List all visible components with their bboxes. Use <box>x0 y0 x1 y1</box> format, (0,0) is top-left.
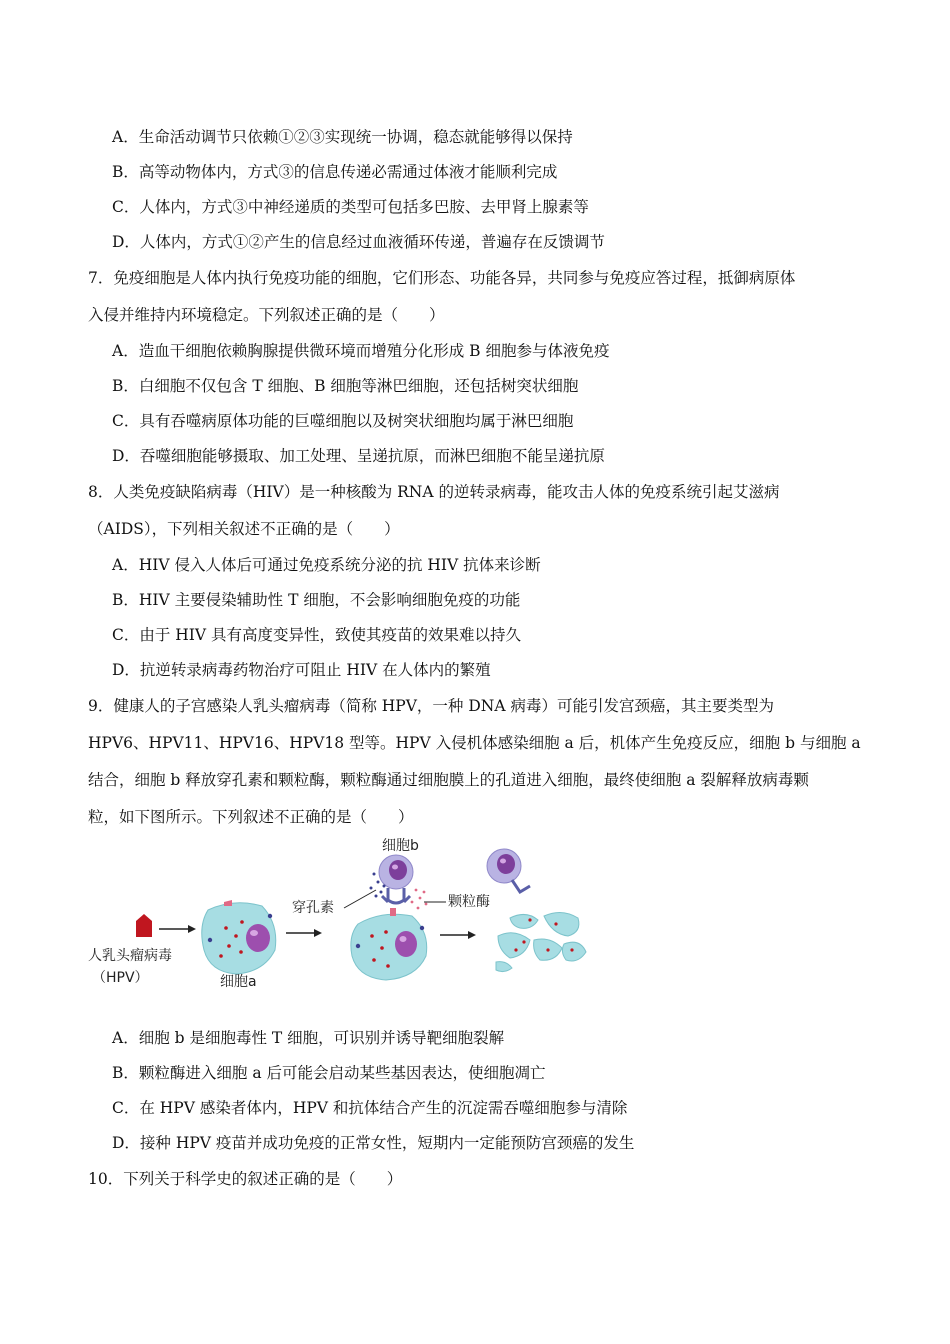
cell-b-shape <box>379 855 413 903</box>
hpv-label-line2: （HPV） <box>92 970 149 986</box>
perforin-label: 穿孔素 <box>292 900 334 916</box>
q6-option-c: C．人体内，方式③中神经递质的类型可包括多巴胺、去甲肾上腺素等 <box>112 198 589 216</box>
arrow-3 <box>440 931 476 939</box>
cell-a-label: 细胞a <box>220 974 257 990</box>
granzyme-dots <box>411 889 428 910</box>
q8-option-a: A．HIV 侵入人体后可通过免疫系统分泌的抗 HIV 抗体来诊断 <box>112 556 541 574</box>
q9-stem-line3: 结合，细胞 b 释放穿孔素和颗粒酶，颗粒酶通过细胞膜上的孔道进入细胞，最终使细胞 a 裂解释放病毒颗 <box>88 771 809 789</box>
lysed-cell-fragments <box>496 912 586 971</box>
hpv-virus-shape <box>136 914 152 937</box>
q6-option-b: B．高等动物体内，方式③的信息传递必需通过体液才能顺利完成 <box>112 163 558 181</box>
q6-option-d: D．人体内，方式①②产生的信息经过血液循环传递，普遍存在反馈调节 <box>112 233 605 251</box>
q9-option-d: D．接种 HPV 疫苗并成功免疫的正常女性，短期内一定能预防宫颈癌的发生 <box>112 1134 635 1152</box>
q9-stem-line4: 粒，如下图所示。下列叙述不正确的是（ ） <box>88 808 414 826</box>
q7-option-c: C．具有吞噬病原体功能的巨噬细胞以及树突状细胞均属于淋巴细胞 <box>112 412 574 430</box>
detached-cell-b-shape <box>487 849 530 892</box>
q8-stem-line2: （AIDS），下列相关叙述不正确的是（ ） <box>88 520 400 538</box>
q6-option-a: A．生命活动调节只依赖①②③实现统一协调，稳态就能够得以保持 <box>112 128 573 146</box>
cell-b-label: 细胞b <box>382 838 419 854</box>
q7-stem-line2: 入侵并维持内环境稳定。下列叙述正确的是（ ） <box>88 306 445 324</box>
q7-option-a: A．造血干细胞依赖胸腺提供微环境而增殖分化形成 B 细胞参与体液免疫 <box>112 342 610 360</box>
q7-option-d: D．吞噬细胞能够摄取、加工处理、呈递抗原，而淋巴细胞不能呈递抗原 <box>112 447 605 465</box>
hpv-infection-figure <box>86 832 606 997</box>
q8-option-b: B．HIV 主要侵染辅助性 T 细胞，不会影响细胞免疫的功能 <box>112 591 521 609</box>
perforin-pointer <box>344 890 376 908</box>
q9-option-b: B．颗粒酶进入细胞 a 后可能会启动某些基因表达，使细胞凋亡 <box>112 1064 546 1082</box>
q10-stem: 10．下列关于科学史的叙述正确的是（ ） <box>88 1170 403 1188</box>
q9-option-a: A．细胞 b 是细胞毒性 T 细胞，可识别并诱导靶细胞裂解 <box>112 1029 505 1047</box>
q9-stem-line1: 9．健康人的子宫感染人乳头瘤病毒（简称 HPV，一种 DNA 病毒）可能引发宫颈癌，其主要类型为 <box>88 697 774 715</box>
arrow-2 <box>286 929 322 937</box>
cell-a-shape <box>202 900 276 974</box>
hpv-diagram <box>86 832 606 997</box>
q9-option-c: C．在 HPV 感染者体内，HPV 和抗体结合产生的沉淀需吞噬细胞参与清除 <box>112 1099 628 1117</box>
q8-stem-line1: 8．人类免疫缺陷病毒（HIV）是一种核酸为 RNA 的逆转录病毒，能攻击人体的免疫系统引起艾滋病 <box>88 483 780 501</box>
target-cell-shape <box>351 908 427 980</box>
q8-option-d: D．抗逆转录病毒药物治疗可阻止 HIV 在人体内的繁殖 <box>112 661 491 679</box>
granzyme-label: 颗粒酶 <box>448 894 490 910</box>
q7-option-b: B．白细胞不仅包含 T 细胞、B 细胞等淋巴细胞，还包括树突状细胞 <box>112 377 579 395</box>
q8-option-c: C．由于 HIV 具有高度变异性，致使其疫苗的效果难以持久 <box>112 626 522 644</box>
q7-stem-line1: 7．免疫细胞是人体内执行免疫功能的细胞，它们形态、功能各异，共同参与免疫应答过程，抵御病原体 <box>88 269 796 287</box>
q9-stem-line2: HPV6、HPV11、HPV16、HPV18 型等。HPV 入侵机体感染细胞 a 后，机体产生免疫反应，细胞 b 与细胞 a <box>88 734 861 752</box>
hpv-label-line1: 人乳头瘤病毒 <box>88 948 172 964</box>
arrow-1 <box>159 925 196 933</box>
